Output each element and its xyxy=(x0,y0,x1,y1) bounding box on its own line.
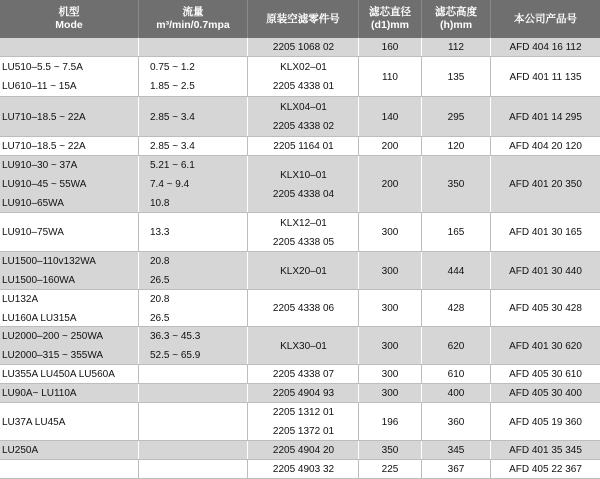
cell-orig xyxy=(249,97,358,137)
cell-text: 20.8 xyxy=(150,256,170,267)
cell-text: 52.5 ~ 65.9 xyxy=(150,350,201,361)
cell-d xyxy=(359,365,421,384)
cell-text: 2.85 ~ 3.4 xyxy=(150,111,195,123)
column-divider xyxy=(247,137,248,156)
cell-h xyxy=(422,327,490,365)
column-divider xyxy=(247,403,248,441)
column-divider xyxy=(421,460,422,479)
cell-text: LU132A xyxy=(2,293,39,305)
column-divider xyxy=(358,327,359,365)
cell-d xyxy=(359,384,421,403)
cell-model xyxy=(2,460,138,479)
cell-orig xyxy=(249,441,358,460)
table-row xyxy=(0,441,600,460)
cell-text: 345 xyxy=(447,445,465,456)
cell-text: LU910–75WA xyxy=(2,227,64,238)
cell-text: 300 xyxy=(381,388,399,399)
cell-model xyxy=(2,137,138,156)
cell-orig xyxy=(249,403,358,441)
column-divider xyxy=(421,97,422,137)
cell-h xyxy=(422,137,490,156)
cell-p xyxy=(491,384,600,403)
cell-text: AFD 405 22 367 xyxy=(509,464,582,475)
cell-text: 367 xyxy=(447,464,465,475)
header-diameter xyxy=(359,0,421,38)
column-divider xyxy=(490,38,491,57)
cell-p xyxy=(491,252,600,290)
column-divider xyxy=(490,441,491,460)
cell-text: 200 xyxy=(381,179,399,190)
cell-text: LU510–5.5 ~ 7.5A xyxy=(2,62,83,73)
cell-text: 13.3 xyxy=(150,227,170,238)
cell-text: LU1500–160WA xyxy=(2,275,76,286)
cell-h xyxy=(422,38,490,57)
cell-text: LU910–45 ~ 55WA xyxy=(2,179,87,190)
header-model-en: Mode xyxy=(55,19,83,31)
cell-text: 5.21 ~ 6.1 xyxy=(150,160,195,171)
cell-orig xyxy=(249,290,358,327)
cell-text: 20.8 xyxy=(150,293,170,305)
cell-d xyxy=(359,441,421,460)
column-divider xyxy=(358,441,359,460)
column-divider xyxy=(247,97,248,137)
cell-text: LU910–65WA xyxy=(2,198,64,209)
cell-text: 400 xyxy=(447,388,465,399)
cell-model xyxy=(2,97,138,137)
cell-flow xyxy=(150,365,247,384)
cell-orig xyxy=(249,213,358,252)
column-divider xyxy=(138,365,139,384)
cell-flow xyxy=(150,441,247,460)
cell-h xyxy=(422,441,490,460)
column-divider xyxy=(358,384,359,403)
cell-text: AFD 404 20 120 xyxy=(509,141,582,152)
column-divider xyxy=(490,156,491,213)
column-divider xyxy=(490,460,491,479)
table-row xyxy=(0,156,600,213)
column-divider xyxy=(421,38,422,57)
column-divider xyxy=(490,384,491,403)
cell-text: LU37A LU45A xyxy=(2,416,66,428)
cell-orig xyxy=(249,38,358,57)
column-divider xyxy=(247,327,248,365)
header-height xyxy=(422,0,490,38)
column-divider xyxy=(358,97,359,137)
cell-orig xyxy=(249,156,358,213)
column-divider xyxy=(421,365,422,384)
column-divider xyxy=(138,252,139,290)
cell-p xyxy=(491,327,600,365)
cell-d xyxy=(359,213,421,252)
cell-h xyxy=(422,290,490,327)
column-divider xyxy=(421,137,422,156)
cell-flow xyxy=(150,384,247,403)
cell-h xyxy=(422,156,490,213)
column-divider xyxy=(490,97,491,137)
cell-model xyxy=(2,365,138,384)
cell-p xyxy=(491,460,600,479)
cell-h xyxy=(422,460,490,479)
cell-orig xyxy=(249,252,358,290)
column-divider xyxy=(421,252,422,290)
cell-p xyxy=(491,441,600,460)
cell-text: 295 xyxy=(447,111,465,123)
cell-d xyxy=(359,57,421,97)
cell-d xyxy=(359,460,421,479)
cell-text: 300 xyxy=(381,303,399,314)
cell-orig xyxy=(249,57,358,97)
column-divider xyxy=(138,290,139,327)
cell-model xyxy=(2,156,138,213)
column-divider xyxy=(138,57,139,97)
cell-text: 620 xyxy=(447,340,465,352)
table-row xyxy=(0,460,600,479)
cell-flow xyxy=(150,213,247,252)
table-header xyxy=(0,0,600,38)
header-diameter-en: (d1)mm xyxy=(371,19,409,31)
cell-text: AFD 401 20 350 xyxy=(509,179,582,190)
column-divider xyxy=(421,441,422,460)
cell-text: 140 xyxy=(381,111,399,123)
cell-p xyxy=(491,365,600,384)
column-divider xyxy=(490,327,491,365)
cell-text: AFD 401 30 440 xyxy=(509,265,582,277)
cell-text: 7.4 ~ 9.4 xyxy=(150,179,190,190)
cell-text: KLX02–01 xyxy=(280,62,327,73)
cell-text: 2205 1164 01 xyxy=(273,141,334,152)
cell-text: LU2000–315 ~ 355WA xyxy=(2,350,104,361)
cell-flow xyxy=(150,137,247,156)
cell-text: 2205 4904 93 xyxy=(272,388,335,399)
cell-flow xyxy=(150,57,247,97)
cell-orig xyxy=(249,137,358,156)
cell-p xyxy=(491,156,600,213)
cell-p xyxy=(491,38,600,57)
cell-text: AFD 401 35 345 xyxy=(509,445,582,456)
cell-model xyxy=(2,57,138,97)
column-divider xyxy=(421,213,422,252)
header-diameter-zh: 滤芯直径 xyxy=(369,6,411,18)
column-divider xyxy=(421,156,422,213)
column-divider xyxy=(358,213,359,252)
cell-text: 300 xyxy=(381,340,399,352)
cell-text: LU1500–110v132WA xyxy=(2,256,96,267)
cell-text: 300 xyxy=(381,227,399,238)
column-divider xyxy=(358,252,359,290)
cell-text: 2205 4338 07 xyxy=(272,369,335,380)
cell-text: AFD 404 16 112 xyxy=(509,42,582,53)
column-divider xyxy=(247,57,248,97)
cell-text: 2205 4338 04 xyxy=(272,188,335,200)
column-divider xyxy=(421,403,422,441)
column-divider xyxy=(247,156,248,213)
column-divider xyxy=(138,403,139,441)
cell-d xyxy=(359,327,421,365)
column-divider xyxy=(247,290,248,327)
cell-text: 200 xyxy=(381,141,399,152)
cell-p xyxy=(491,290,600,327)
cell-text: 428 xyxy=(447,303,465,314)
table-row xyxy=(0,38,600,57)
column-divider xyxy=(421,57,422,97)
cell-text: KLX04–01 xyxy=(280,102,327,113)
column-divider xyxy=(138,441,139,460)
table-row xyxy=(0,403,600,441)
cell-model xyxy=(2,403,138,441)
cell-model xyxy=(2,441,138,460)
cell-text: 135 xyxy=(447,71,465,83)
table-row xyxy=(0,137,600,156)
column-divider xyxy=(138,327,139,365)
table-row xyxy=(0,57,600,97)
cell-text: 112 xyxy=(448,42,464,53)
column-divider xyxy=(247,441,248,460)
cell-text: 300 xyxy=(381,265,399,277)
column-divider xyxy=(490,365,491,384)
cell-text: 2205 4903 32 xyxy=(272,464,335,475)
cell-flow xyxy=(150,156,247,213)
cell-text: 0.75 ~ 1.2 xyxy=(150,62,195,73)
column-divider xyxy=(358,290,359,327)
cell-flow xyxy=(150,97,247,137)
cell-text: KLX12–01 xyxy=(280,217,327,229)
cell-text: 2205 1312 01 xyxy=(272,407,335,418)
column-divider xyxy=(358,57,359,97)
cell-text: 2205 4338 01 xyxy=(272,81,335,92)
table-row xyxy=(0,252,600,290)
column-divider xyxy=(358,156,359,213)
column-divider xyxy=(358,365,359,384)
cell-p xyxy=(491,213,600,252)
cell-text: AFD 405 19 360 xyxy=(509,416,582,428)
cell-text: 10.8 xyxy=(150,198,170,209)
cell-flow xyxy=(150,252,247,290)
cell-text: AFD 401 30 620 xyxy=(509,340,582,352)
cell-text: 300 xyxy=(381,369,399,380)
column-divider xyxy=(421,327,422,365)
column-divider xyxy=(490,57,491,97)
cell-text: AFD 401 14 295 xyxy=(509,111,582,123)
cell-text: LU90A~ LU110A xyxy=(2,388,77,399)
column-divider xyxy=(138,384,139,403)
cell-text: 2205 1068 02 xyxy=(272,42,335,53)
cell-h xyxy=(422,384,490,403)
table-row xyxy=(0,97,600,137)
cell-text: 120 xyxy=(447,141,465,152)
column-divider xyxy=(358,38,359,57)
cell-d xyxy=(359,290,421,327)
column-divider xyxy=(138,38,139,57)
cell-text: 196 xyxy=(381,416,399,428)
cell-text: 110 xyxy=(382,71,398,83)
column-divider xyxy=(138,156,139,213)
cell-text: 165 xyxy=(447,227,465,238)
cell-model xyxy=(2,327,138,365)
cell-text: KLX30–01 xyxy=(280,340,327,352)
column-divider xyxy=(490,290,491,327)
cell-p xyxy=(491,97,600,137)
cell-model xyxy=(2,213,138,252)
cell-text: LU250A xyxy=(2,445,39,456)
cell-flow xyxy=(150,327,247,365)
table-row xyxy=(0,365,600,384)
cell-text: 2205 4904 20 xyxy=(272,445,335,456)
cell-text: 26.5 xyxy=(150,275,170,286)
cell-text: KLX10–01 xyxy=(280,169,327,181)
cell-orig xyxy=(249,327,358,365)
header-model xyxy=(0,0,138,38)
cell-orig xyxy=(249,384,358,403)
column-divider xyxy=(490,137,491,156)
column-divider xyxy=(138,213,139,252)
cell-text: 26.5 xyxy=(150,312,170,324)
header-flow xyxy=(139,0,247,38)
cell-text: 360 xyxy=(447,416,465,428)
cell-model xyxy=(2,252,138,290)
cell-text: 350 xyxy=(381,445,399,456)
column-divider xyxy=(490,403,491,441)
column-divider xyxy=(358,137,359,156)
column-divider xyxy=(247,38,248,57)
table-row xyxy=(0,213,600,252)
table-row xyxy=(0,384,600,403)
cell-text: 2205 1372 01 xyxy=(272,426,335,437)
cell-text: 2.85 ~ 3.4 xyxy=(150,141,195,152)
cell-d xyxy=(359,137,421,156)
cell-text: LU160A LU315A xyxy=(2,312,77,324)
column-divider xyxy=(490,252,491,290)
cell-h xyxy=(422,57,490,97)
cell-text: LU355A LU450A LU560A xyxy=(2,369,115,380)
cell-p xyxy=(491,57,600,97)
header-original-part-zh: 原装空滤零件号 xyxy=(266,12,340,25)
cell-text: LU2000–200 ~ 250WA xyxy=(2,331,104,342)
cell-d xyxy=(359,403,421,441)
cell-model xyxy=(2,384,138,403)
cell-text: 350 xyxy=(447,179,465,190)
cell-text: 225 xyxy=(381,464,399,475)
cell-h xyxy=(422,213,490,252)
cell-text: 36.3 ~ 45.3 xyxy=(150,331,201,342)
cell-text: AFD 401 30 165 xyxy=(509,227,582,238)
column-divider xyxy=(490,213,491,252)
cell-d xyxy=(359,252,421,290)
column-divider xyxy=(421,290,422,327)
column-divider xyxy=(358,460,359,479)
header-flow-en: m³/min/0.7mpa xyxy=(156,19,230,31)
column-divider xyxy=(247,365,248,384)
table-row xyxy=(0,290,600,327)
header-height-en: (h)mm xyxy=(439,19,473,31)
cell-text: KLX20–01 xyxy=(280,265,327,277)
cell-text: 2205 4338 06 xyxy=(272,303,335,314)
cell-text: AFD 405 30 400 xyxy=(509,388,582,399)
column-divider xyxy=(421,384,422,403)
cell-d xyxy=(359,38,421,57)
header-product-no xyxy=(491,0,600,38)
column-divider xyxy=(247,213,248,252)
cell-p xyxy=(491,403,600,441)
cell-h xyxy=(422,403,490,441)
cell-text: 444 xyxy=(447,265,465,277)
column-divider xyxy=(358,403,359,441)
cell-text: LU710–18.5 ~ 22A xyxy=(2,111,86,123)
cell-text: AFD 405 30 610 xyxy=(509,369,582,380)
cell-model xyxy=(2,38,138,57)
cell-d xyxy=(359,97,421,137)
column-divider xyxy=(138,97,139,137)
table-row xyxy=(0,327,600,365)
cell-h xyxy=(422,252,490,290)
cell-h xyxy=(422,365,490,384)
cell-model xyxy=(2,290,138,327)
column-divider xyxy=(247,460,248,479)
header-original-part xyxy=(248,0,358,38)
column-divider xyxy=(247,384,248,403)
cell-text: 610 xyxy=(447,369,465,380)
header-flow-zh: 流量 xyxy=(182,6,204,18)
header-model-zh: 机型 xyxy=(58,6,80,18)
cell-flow xyxy=(150,460,247,479)
cell-text: 2205 4338 05 xyxy=(272,236,335,248)
cell-orig xyxy=(249,460,358,479)
cell-text: AFD 401 11 135 xyxy=(509,71,582,83)
header-product-no-zh: 本公司产品号 xyxy=(514,12,577,25)
cell-flow xyxy=(150,403,247,441)
cell-orig xyxy=(249,365,358,384)
cell-p xyxy=(491,137,600,156)
cell-text: LU610–11 ~ 15A xyxy=(2,81,77,92)
column-divider xyxy=(138,460,139,479)
cell-flow xyxy=(150,38,247,57)
column-divider xyxy=(247,252,248,290)
cell-text: LU710–18.5 ~ 22A xyxy=(2,141,86,152)
column-divider xyxy=(138,137,139,156)
cell-text: 2205 4338 02 xyxy=(272,121,335,132)
cell-flow xyxy=(150,290,247,327)
cell-text: 1.85 ~ 2.5 xyxy=(150,81,195,92)
cell-text: AFD 405 30 428 xyxy=(509,303,582,314)
cell-text: 160 xyxy=(381,42,399,53)
cell-d xyxy=(359,156,421,213)
cell-text: LU910–30 ~ 37A xyxy=(2,160,78,171)
cell-h xyxy=(422,97,490,137)
header-height-zh: 滤芯高度 xyxy=(435,6,477,18)
